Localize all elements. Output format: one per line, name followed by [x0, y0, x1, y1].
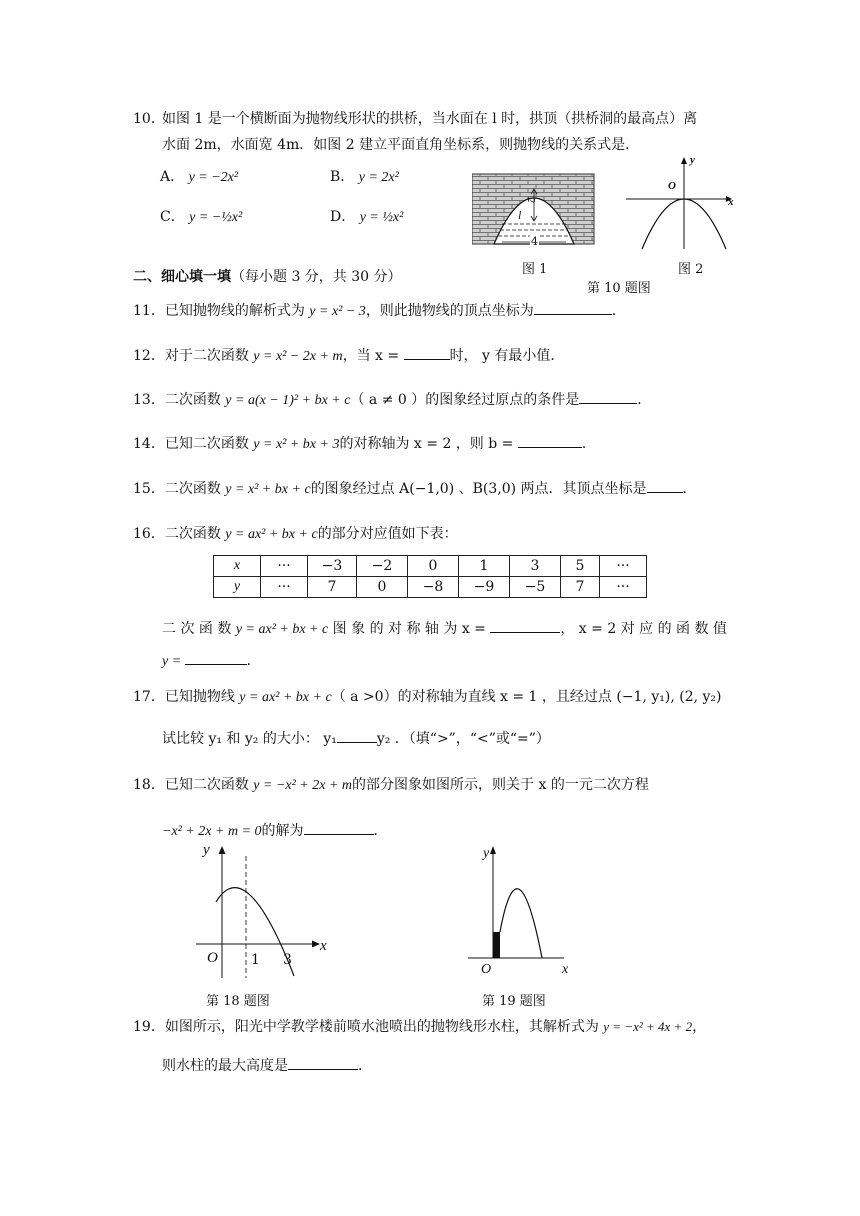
q19-line2-text: 则水柱的最大高度是: [162, 1058, 288, 1074]
q17-expr: y = ax² + bx + c: [239, 690, 332, 705]
q19-expr: y = −x² + 4x + 2: [603, 1019, 693, 1034]
q12-number: 12．: [133, 348, 165, 364]
table-cell: x: [214, 556, 261, 577]
q10-option-a: [160, 166, 238, 186]
q14: [133, 433, 596, 453]
q18-fig-x-label: x: [320, 938, 327, 954]
table-cell: −5: [510, 577, 561, 598]
table-cell: ···: [600, 577, 647, 598]
q19-answer-blank[interactable]: [288, 1055, 358, 1070]
q16: [133, 523, 458, 543]
q12-text-mid: ，当 x =: [342, 348, 404, 364]
q17: [133, 686, 722, 706]
q17-answer-blank[interactable]: [337, 728, 377, 743]
q15-text-end: ．: [682, 481, 697, 497]
q18: [133, 774, 649, 794]
q16-text-post: 的部分对应值如下表：: [317, 526, 458, 542]
section-2-title: 二、细心填一填: [133, 269, 231, 285]
q18-figure-caption: 第 18 题图: [206, 994, 270, 1009]
section-2-heading: [133, 266, 402, 286]
q14-answer-blank[interactable]: [518, 433, 582, 448]
q19-line2-end: ．: [358, 1058, 372, 1074]
q18-expr: y = −x² + 2x + m: [253, 778, 353, 793]
q13-expr: y = a(x − 1)² + bx + c: [225, 393, 351, 408]
q19-fig-y-label: y: [483, 846, 490, 861]
q11-text-pre: 已知抛物线的解析式为: [164, 303, 310, 319]
table-cell: 0: [408, 556, 459, 577]
q13-text-post: 的图象经过原点的条件是: [425, 392, 580, 408]
q15-text-mid: 的图象经过点 A(−1,0) 、B(3,0) 两点．其顶点坐标是: [310, 481, 647, 497]
section-2-note: （每小题 3 分，共 30 分）: [231, 269, 402, 285]
q14-text-end: ．: [581, 436, 596, 452]
q16-line2-post: ， x = 2 对 应 的 函 数 值: [560, 621, 727, 637]
q15-expr: y = x² + bx + c: [225, 482, 311, 497]
q16-text-pre: 二次函数: [164, 526, 226, 542]
q16-expr: y = ax² + bx + c: [225, 527, 318, 542]
q15-text-pre: 二次函数: [164, 481, 226, 497]
q12-text-post: 时， y 有最小值．: [449, 348, 565, 364]
table-cell: 3: [510, 556, 561, 577]
q11: [133, 300, 626, 320]
q10-fig1-width-label: 4: [531, 235, 538, 248]
q16-value-table: [213, 555, 647, 598]
q10-option-b-label: B．: [330, 169, 355, 185]
q15-answer-blank[interactable]: [647, 478, 683, 493]
q19-fig-x-label: x: [562, 962, 569, 977]
q18-fig-origin: O: [207, 950, 218, 966]
q16-line3-end: ．: [246, 653, 261, 669]
q18-fig-y-label: y: [203, 842, 210, 858]
q10-fig2-parabola: [622, 155, 740, 253]
q10-fig1-height-label: 2: [524, 197, 537, 203]
q10-fig1-water-label: l: [518, 208, 522, 222]
q14-text-mid: 的对称轴为 x = 2 ，则 b =: [339, 436, 518, 452]
q19-line2: [162, 1055, 372, 1075]
q10-option-d-label: D．: [330, 209, 356, 225]
q18-line2-expr: −x² + 2x + m = 0: [162, 824, 262, 839]
q17-text-pre: 已知抛物线: [164, 689, 240, 705]
q19-number: 19．: [133, 1019, 165, 1035]
q16-line2-expr: y = ax² + bx + c: [235, 622, 329, 637]
table-row: [214, 577, 647, 598]
q10-fig2-origin: O: [668, 180, 676, 192]
q16-line3-pre: y =: [162, 654, 185, 669]
q18-line2-post: 的解为: [261, 823, 304, 839]
table-cell: 0: [357, 577, 408, 598]
q18-text-pre: 已知二次函数: [164, 777, 254, 793]
q19-figure-caption: 第 19 题图: [482, 994, 546, 1009]
table-cell: 1: [459, 556, 510, 577]
q10-option-c-label: C．: [160, 209, 185, 225]
q12: [133, 345, 564, 365]
table-cell: −8: [408, 577, 459, 598]
q12-expr: y = x² − 2x + m: [253, 349, 343, 364]
table-cell: 7: [561, 577, 600, 598]
q11-text-end: ．: [611, 303, 626, 319]
q19: [133, 1016, 706, 1036]
q15: [133, 478, 697, 498]
table-cell: ···: [261, 577, 308, 598]
table-cell: 7: [308, 577, 357, 598]
q10-text-line1: 如图 1 是一个横断面为抛物线形状的拱桥，当水面在 l 时，拱顶（拱桥洞的最高点）离: [162, 111, 698, 127]
table-cell: 5: [561, 556, 600, 577]
q18-answer-blank[interactable]: [304, 820, 374, 835]
q16-line3: [162, 650, 261, 670]
table-cell: ···: [261, 556, 308, 577]
q13-number: 13．: [133, 392, 165, 408]
table-cell: y: [214, 577, 261, 598]
q16-axis-answer-blank[interactable]: [490, 618, 560, 633]
q10-option-b: [330, 166, 399, 186]
q16-line2-pre: 二 次 函 数: [162, 621, 236, 637]
q10-option-a-expr: y = −2x²: [188, 170, 239, 185]
q13-text-end: ．: [637, 392, 652, 408]
q10-text-line2: 水面 2m，水面宽 4m．如图 2 建立平面直角坐标系，则抛物线的关系式是．: [162, 137, 640, 153]
q17-number: 17．: [133, 689, 165, 705]
q10-number: 10．: [133, 111, 165, 127]
table-cell: −2: [357, 556, 408, 577]
q10-option-c: [160, 206, 242, 226]
q16-line2-mid: 图 象 的 对 称 轴 为 x =: [328, 621, 491, 637]
q11-answer-blank[interactable]: [534, 300, 612, 315]
q13-text-pre: 二次函数: [164, 392, 226, 408]
q13-condition: （ a ≠ 0 ）: [350, 392, 426, 408]
q10-option-d: [330, 206, 403, 226]
q10-figure-caption: 第 10 题图: [587, 281, 651, 296]
q12-answer-blank[interactable]: [404, 345, 450, 360]
q12-text-pre: 对于二次函数: [164, 348, 254, 364]
table-row: [214, 556, 647, 577]
q11-number: 11．: [133, 303, 165, 319]
q17-condition: （ a >0）: [331, 689, 398, 705]
q18-fig-tick-3: 3: [283, 952, 292, 968]
q19-text-pre: 如图所示，阳光中学教学楼前喷水池喷出的抛物线形水柱，其解析式为: [164, 1019, 604, 1035]
q17-line2-pre: 试比较 y₁ 和 y₂ 的大小： y₁: [162, 731, 337, 747]
q13: [133, 389, 651, 409]
q16-line2: [162, 618, 727, 638]
q14-expr: y = x² + bx + 3: [253, 437, 340, 452]
q10-option-d-expr: y = ½x²: [359, 210, 404, 225]
q18-line2: [162, 820, 388, 840]
table-cell: ···: [600, 556, 647, 577]
q17-text-post: 的对称轴为直线 x = 1 ，且经过点 (−1, y₁), (2, y₂): [397, 689, 722, 705]
q10-fig1-caption: 图 1: [522, 262, 548, 277]
q11-expr: y = x² − 3: [309, 304, 366, 319]
q10-fig2-x-label: x: [728, 196, 734, 208]
q11-text-post: ，则此抛物线的顶点坐标为: [365, 303, 534, 319]
q16-number: 16．: [133, 526, 165, 542]
q17-line2-post: y₂ ．（填“>”，“<”或“=”）: [376, 731, 550, 747]
q13-answer-blank[interactable]: [579, 389, 637, 404]
q19-fig-origin: O: [481, 962, 492, 977]
q16-value-answer-blank[interactable]: [185, 650, 247, 665]
table-cell: −9: [459, 577, 510, 598]
q14-number: 14．: [133, 436, 165, 452]
q15-number: 15．: [133, 481, 165, 497]
q19-text-post: ，: [692, 1019, 707, 1035]
q17-line2: [162, 728, 550, 748]
q10-option-c-expr: y = −½x²: [189, 210, 243, 225]
q18-line2-end: ．: [373, 823, 388, 839]
q18-fig-tick-1: 1: [251, 952, 260, 968]
q14-text-pre: 已知二次函数: [164, 436, 254, 452]
q10-option-a-label: A．: [160, 169, 185, 185]
q10-fig2-y-label: y: [690, 154, 695, 166]
q18-number: 18．: [133, 777, 165, 793]
q18-text-post: 的部分图象如图所示，则关于 x 的一元二次方程: [352, 777, 649, 793]
q10-fig2-caption: 图 2: [678, 262, 704, 277]
q10-option-b-expr: y = 2x²: [358, 170, 399, 185]
table-cell: −3: [308, 556, 357, 577]
